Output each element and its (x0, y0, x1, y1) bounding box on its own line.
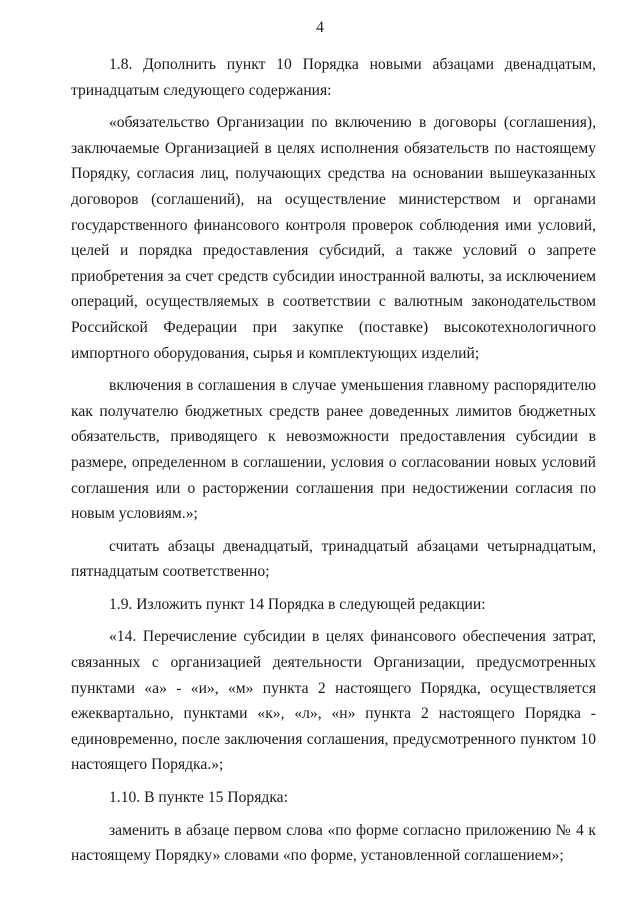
paragraph-1-8: 1.8. Дополнить пункт 10 Порядка новыми абзацами двенадцатым, тринадцатым следующего содержания: (71, 56, 596, 99)
paragraph-obligation: «обязательство Организации по включению в договоры (соглашения), заключаемые Организацией в целях исполнения обязательств по настоящему Порядку, согласия лиц, получающих средства на основании вышеуказанных договоров (соглашений), на осуществление министерством и органами государственного финансового контроля проверок соблюдения ими условий, целей и порядка предоставления субсидий, а также условий о запрете приобретения за счет средств субсидии иностранной валюты, за исключением операций, осуществляемых в соответствии с валютным законодательством Российской Федерации при закупке (поставке) высокотехнологичного импортного оборудования, сырья и комплектующих изделий; (71, 114, 596, 362)
paragraph-item-14: «14. Перечисление субсидии в целях финансового обеспечения затрат, связанных с организацией деятельности Организации, предусмотренных пунктами «а» - «и», «м» пункта 2 настоящего Порядка, осуществляется ежеквартально, пунктами «к», «л», «н» пункта 2 настоящего Порядка - единовременно, после заключения соглашения, предусмотренного пунктом 10 настоящего Порядка.»; (71, 628, 596, 774)
paragraph-inclusion: включения в соглашения в случае уменьшения главному распорядителю как получателю бюджетных средств ранее доведенных лимитов бюджетных обязательств, приводящего к невозможности предоставления субсидии в размере, определенном в соглашении, условия о согласовании новых условий соглашения или о расторжении соглашения при недостижении согласия по новым условиям.»; (71, 377, 596, 523)
paragraph-1-10: 1.10. В пункте 15 Порядка: (109, 789, 288, 807)
document-body (71, 52, 596, 869)
paragraph-renumber: считать абзацы двенадцатый, тринадцатый абзацами четырнадцатым, пятнадцатым соответственно; (71, 537, 596, 581)
page-number: 4 (316, 19, 324, 36)
paragraph-1-9: 1.9. Изложить пункт 14 Порядка в следующей редакции: (109, 595, 486, 613)
paragraph-replace: заменить в абзаце первом слова «по форме согласно приложению № 4 к настоящему Порядку» словами «по форме, установленной соглашением»; (71, 821, 596, 865)
